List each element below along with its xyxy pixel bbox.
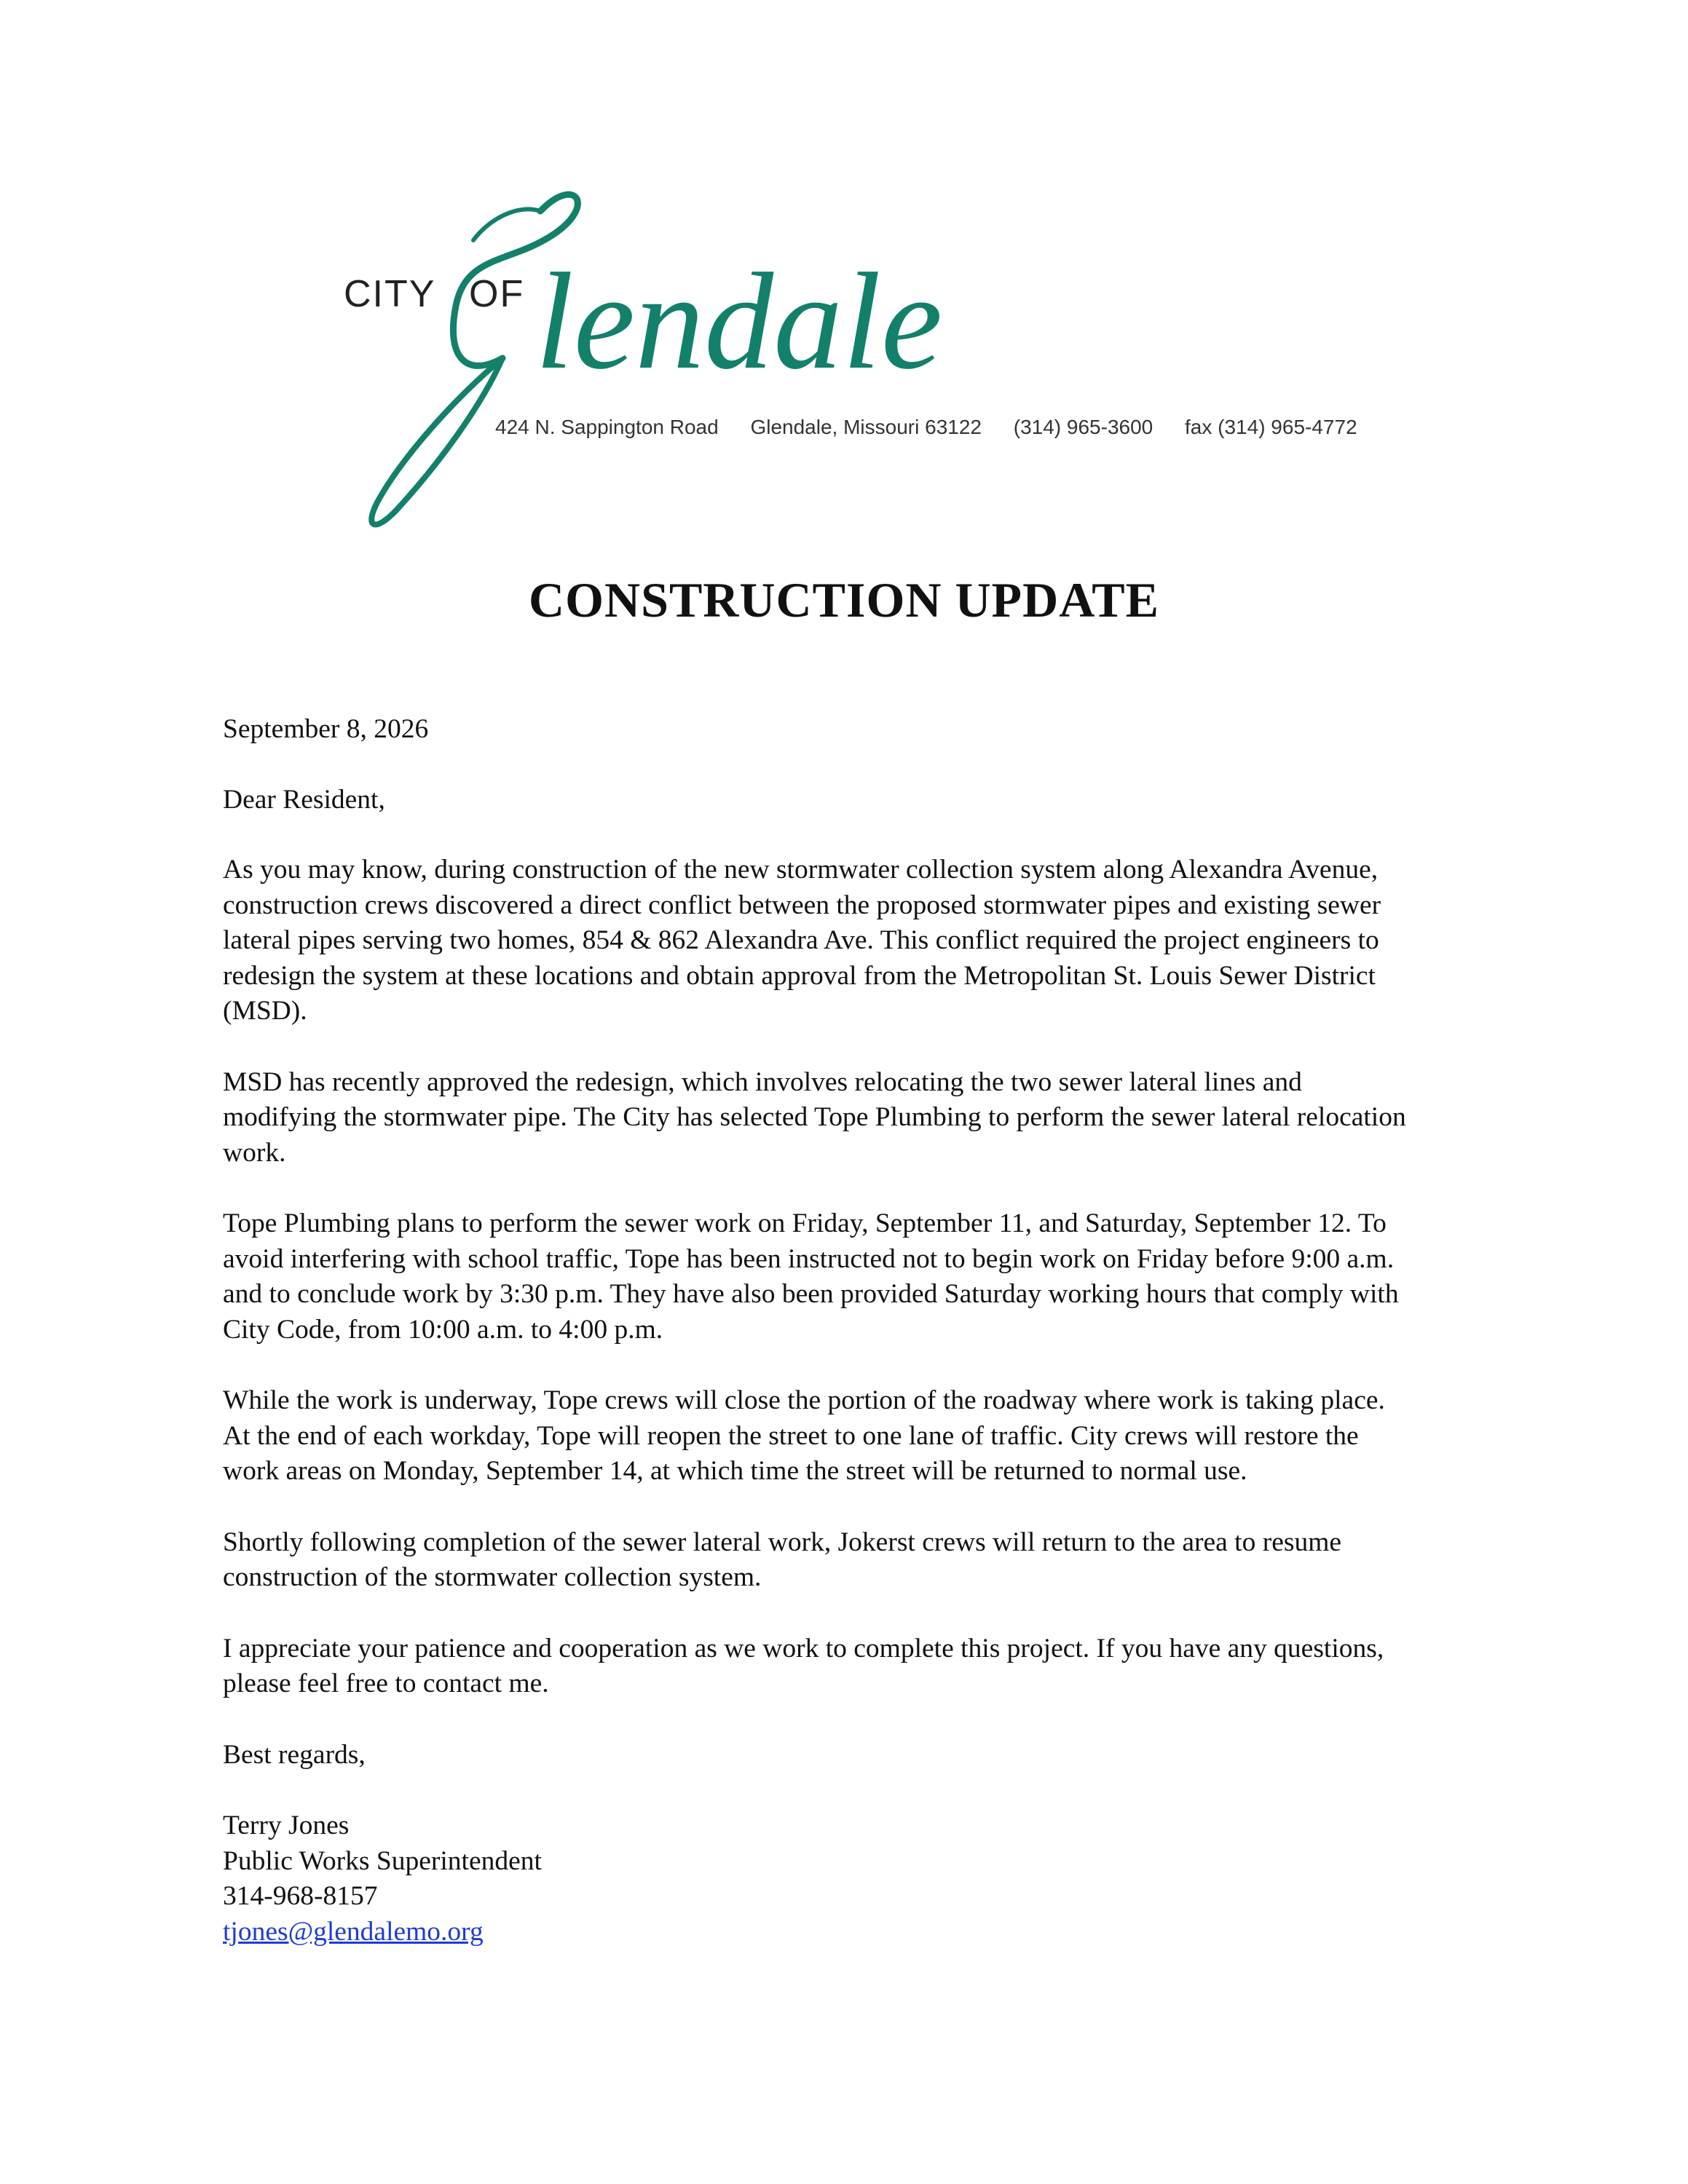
signer-email-link[interactable]: tjones@glendalemo.org bbox=[223, 1916, 484, 1947]
letterhead-city-state: Glendale, Missouri 63122 bbox=[750, 416, 982, 438]
letterhead-city-label: CITY bbox=[344, 273, 436, 315]
paragraph: I appreciate your patience and cooperation as we work to complete this project. If you have any questions, please feel free to contact me. bbox=[223, 1633, 1384, 1698]
signer-position: Public Works Superintendent bbox=[223, 1845, 542, 1876]
signature-block bbox=[223, 1808, 1417, 1950]
closing: Best regards, bbox=[223, 1739, 366, 1770]
letterhead-of-label: OF bbox=[469, 273, 525, 315]
paragraph: MSD has recently approved the redesign, which involves relocating the two sewer lateral lines and modifying the stormwater pipe. The City has selected Tope Plumbing to perform the sewer lateral relocation work. bbox=[223, 1067, 1406, 1168]
logo-script-text: lendale bbox=[535, 245, 943, 398]
letterhead-street: 424 N. Sappington Road bbox=[495, 416, 719, 438]
letterhead-phone: (314) 965-3600 bbox=[1013, 416, 1153, 438]
letterhead-address-line bbox=[495, 417, 1357, 438]
glendale-logo-icon bbox=[0, 0, 1688, 553]
letter-body bbox=[223, 712, 1417, 1950]
letter-date: September 8, 2026 bbox=[223, 714, 429, 744]
paragraph: Shortly following completion of the sewer lateral work, Jokerst crews will return to the area to resume construction of the stormwater collection system. bbox=[223, 1527, 1342, 1592]
page-title: CONSTRUCTION UPDATE bbox=[529, 572, 1159, 628]
letterhead-fax: fax (314) 965-4772 bbox=[1185, 416, 1357, 438]
signer-phone: 314-968-8157 bbox=[223, 1881, 378, 1911]
salutation: Dear Resident, bbox=[223, 784, 385, 815]
paragraph: As you may know, during construction of the new stormwater collection system along Alexandra Avenue, construction crews discovered a direct conflict between the proposed stormwater pipes and existing sewer lateral pipes serving two homes, 854 & 862 Alexandra Ave. This conflict required the project engineers to redesign the system at these locations and obtain approval from the Metropolitan St. Louis Sewer District (MSD). bbox=[223, 855, 1381, 1026]
letterhead bbox=[0, 0, 1688, 553]
paragraph: While the work is underway, Tope crews will close the portion of the roadway where work is taking place. At the end of each workday, Tope will reopen the street to one lane of traffic. City crews will restore the work areas on Monday, September 14, at which time the street will be returned to normal use. bbox=[223, 1385, 1385, 1486]
signer-name: Terry Jones bbox=[223, 1811, 350, 1840]
paragraph: Tope Plumbing plans to perform the sewer work on Friday, September 11, and Saturday, September 12. To avoid interfering with school traffic, Tope has been instructed not to begin work on Friday before 9:00 a.m. and to conclude work by 3:30 p.m. They have also been provided Saturday working hours that comply with City Code, from 10:00 a.m. to 4:00 p.m. bbox=[223, 1208, 1399, 1345]
